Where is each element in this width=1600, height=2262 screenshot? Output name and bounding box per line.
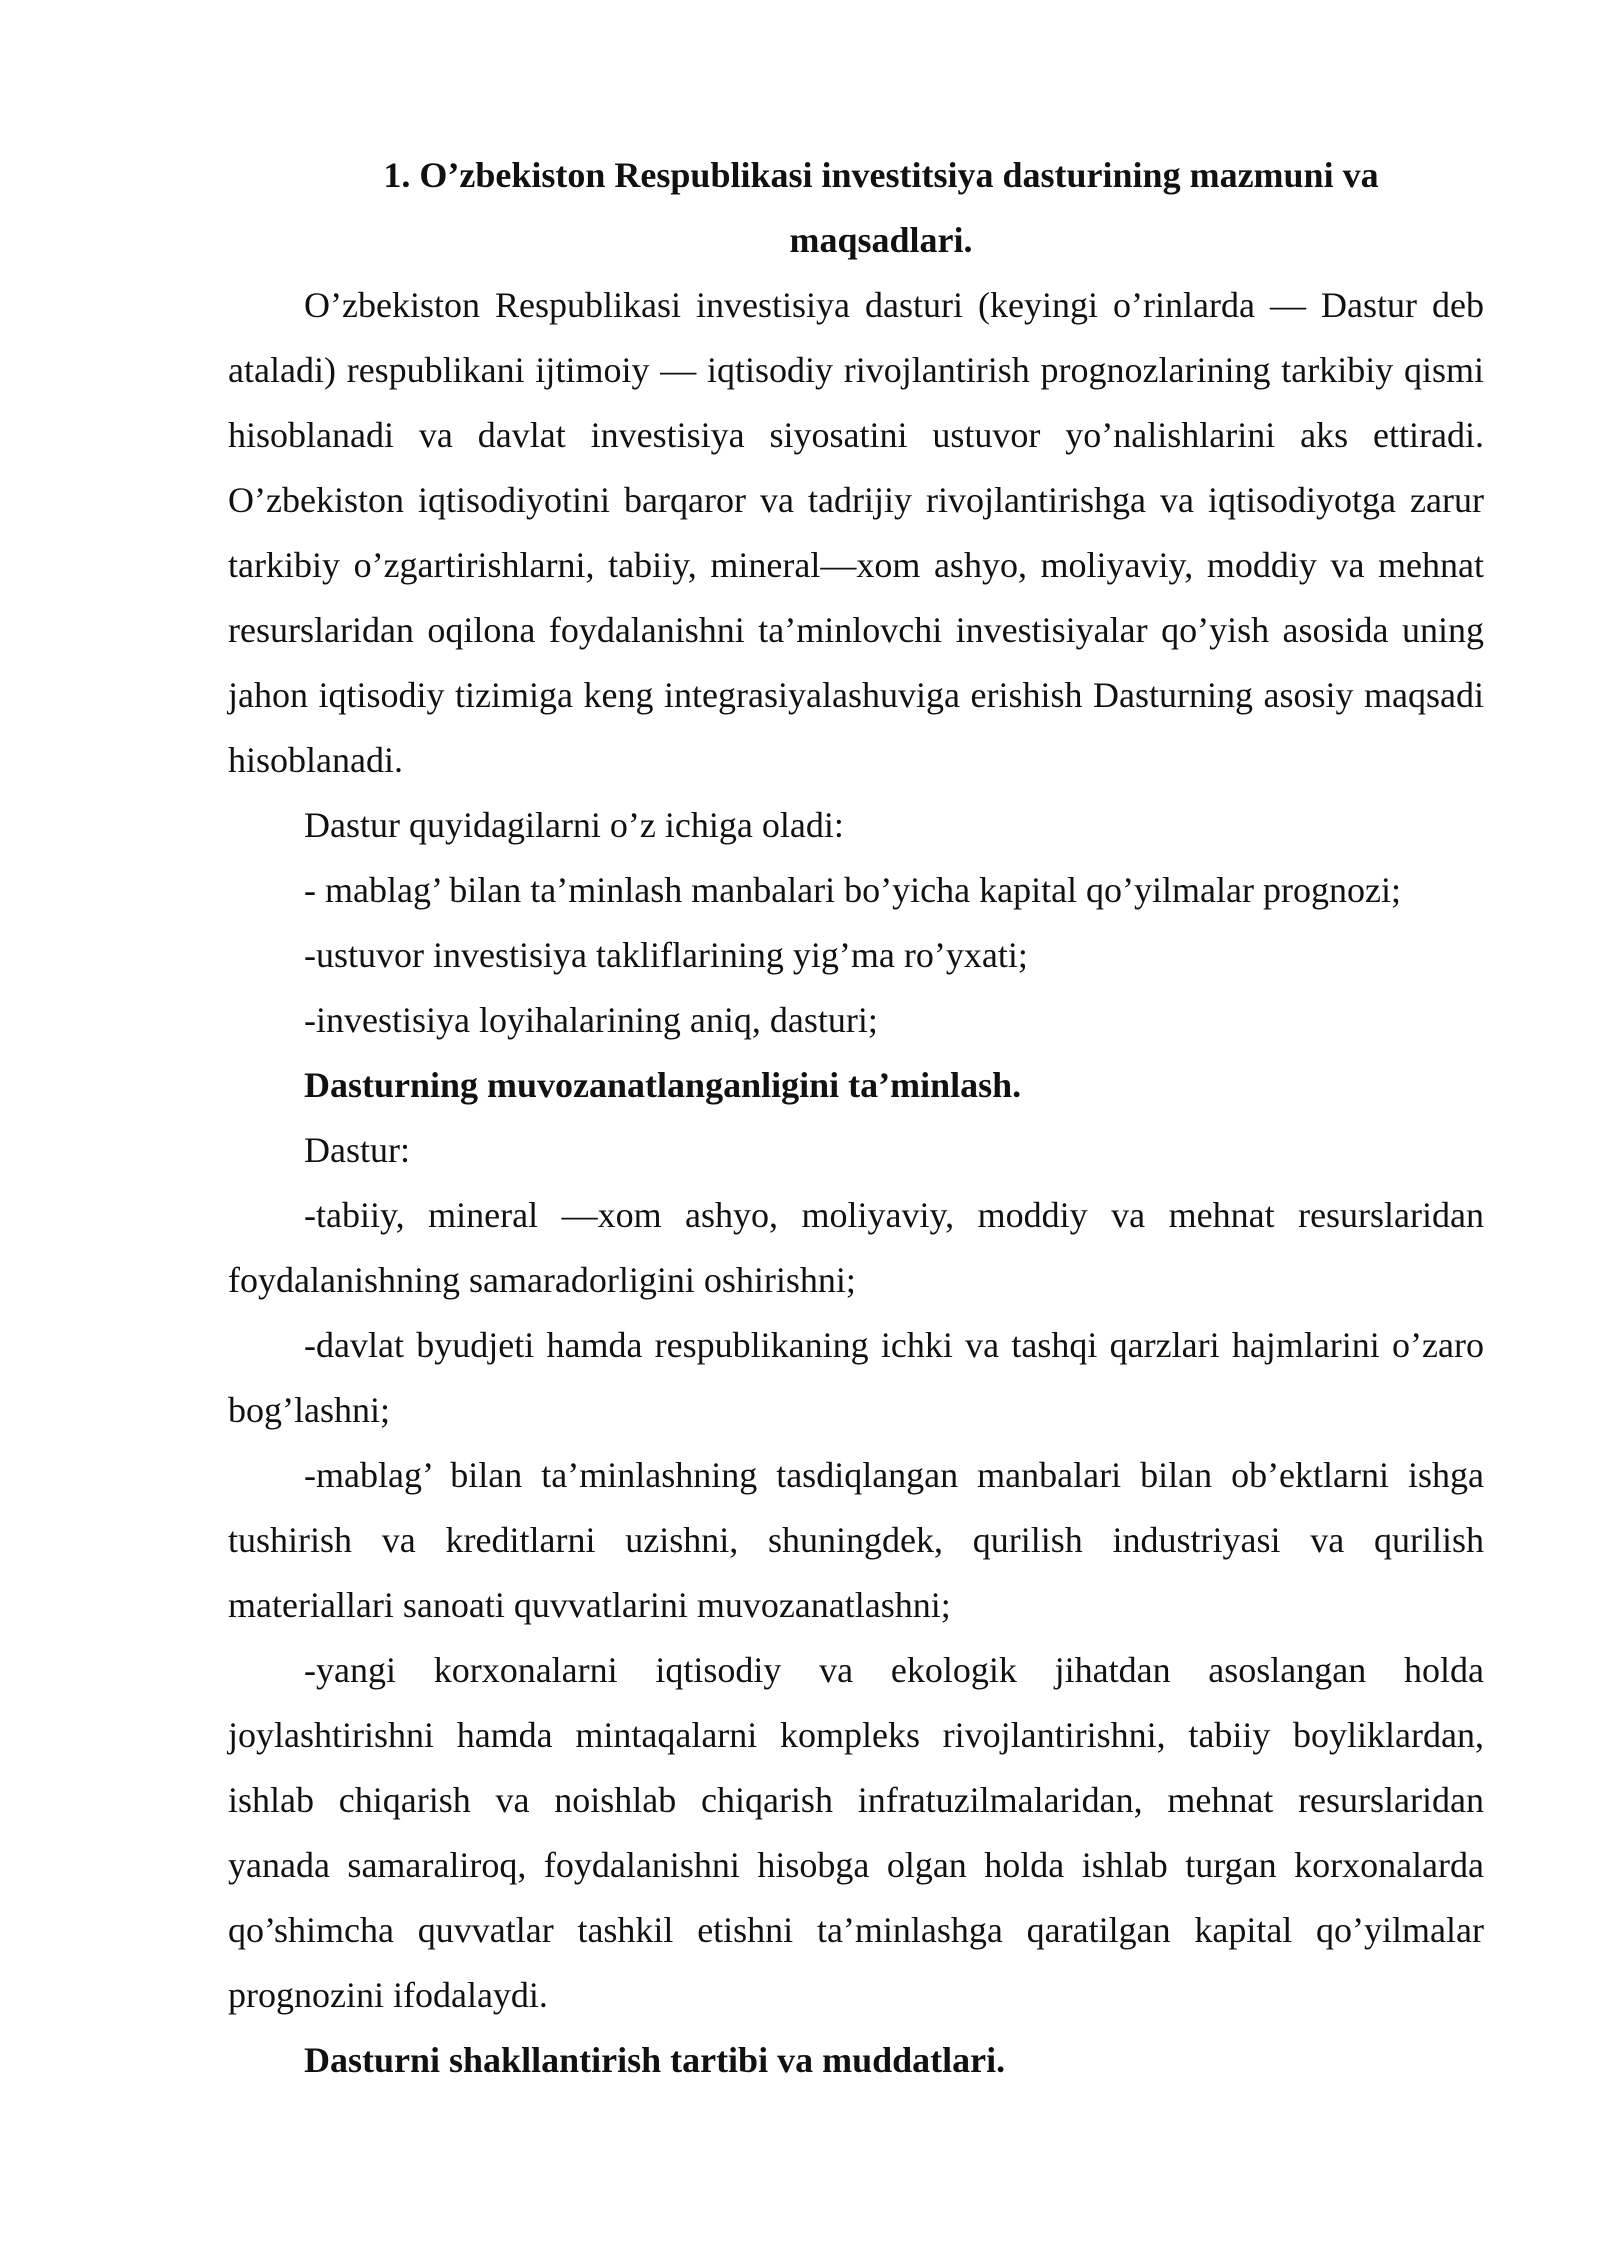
includes-item: - mablag’ bilan ta’minlash manbalari bo’yicha kapital qo’yilmalar prognozi; (304, 870, 1401, 910)
balance-item: -davlat byudjeti hamda respublikaning ichki va tashqi qarzlari hajmlarini o’zaro bog’lashni; (228, 1325, 1484, 1430)
balance-intro: Dastur: (304, 1130, 410, 1170)
includes-item: -investisiya loyihalarining aniq, dasturi; (304, 1000, 878, 1040)
document-title: 1. O’zbekiston Respublikasi investitsiya dasturining mazmuni va maqsadlari. (383, 155, 1379, 260)
includes-item: -ustuvor investisiya takliflarining yig’ma ro’yxati; (304, 935, 1028, 975)
intro-paragraph: O’zbekiston Respublikasi investisiya dasturi (keyingi o’rinlarda — Dastur deb ataladi) respublikani ijtimoiy — iqtisodiy rivojlantirish prognozlarining tarkibiy qismi hisoblanadi va davlat investisiya siyosatini ustuvor yo’nalishlarini aks ettiradi. O’zbekiston iqtisodiyotini barqaror va tadrijiy rivojlantirishga va iqtisodiyotga zarur tarkibiy o’zgartirishlarni, tabiiy, mineral—xom ashyo, moliyaviy, moddiy va mehnat resurslaridan oqilona foydalanishni ta’minlovchi investisiyalar qo’yish asosida uning jahon iqtisodiy tizimiga keng integrasiyalashuviga erishish Dasturning asosiy maqsadi hisoblanadi. (228, 285, 1484, 780)
balance-item: -yangi korxonalarni iqtisodiy va ekologik jihatdan asoslangan holda joylashtirishni hamda mintaqalarni kompleks rivojlantirishni, tabiiy boyliklardan, ishlab chiqarish va noishlab chiqarish infratuzilmalaridan, mehnat resurslaridan yanada samaraliroq, foydalanishni hisobga olgan holda ishlab turgan korxonalarda qo’shimcha quvvatlar tashkil etishni ta’minlashga qaratilgan kapital qo’yilmalar prognozini ifodalaydi. (228, 1650, 1484, 2015)
balance-item: -mablag’ bilan ta’minlashning tasdiqlangan manbalari bilan ob’ektlarni ishga tushirish va kreditlarni uzishni, shuningdek, qurilish industriyasi va qurilish materiallari sanoati quvvatlarini muvozanatlashni; (228, 1455, 1484, 1625)
balance-item: -tabiiy, mineral —xom ashyo, moliyaviy, moddiy va mehnat resurslaridan foydalanishning samaradorligini oshirishni; (228, 1195, 1484, 1300)
formation-heading: Dasturni shakllantirish tartibi va muddatlari. (304, 2040, 1006, 2080)
document-body (228, 143, 1484, 2093)
balance-heading: Dasturning muvozanatlanganligini ta’minlash. (304, 1065, 1022, 1105)
includes-intro: Dastur quyidagilarni o’z ichiga oladi: (304, 805, 844, 845)
